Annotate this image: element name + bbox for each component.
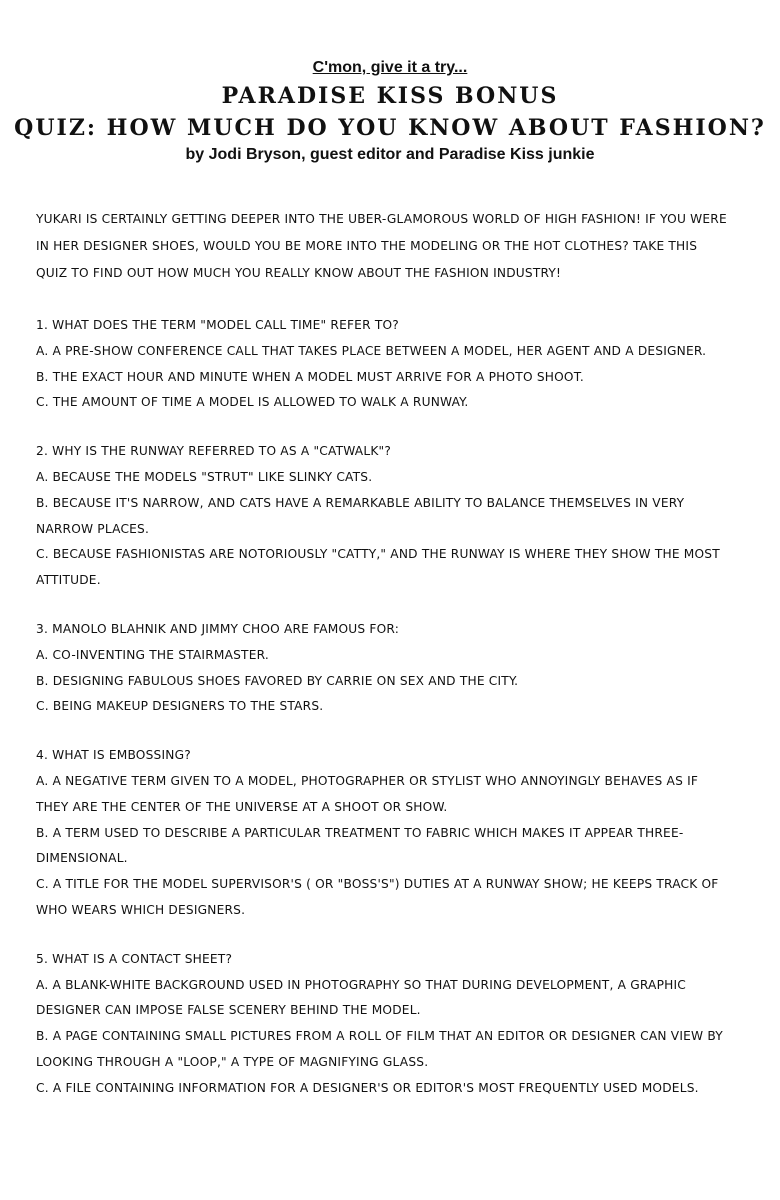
- answer-b: B. A TERM USED TO DESCRIBE A PARTICULAR TREATMENT TO FABRIC WHICH MAKES IT APPEAR THREE-DIMENSIONAL.: [36, 825, 684, 866]
- question-text: 4. WHAT IS EMBOSSING?: [36, 748, 191, 763]
- header: [0, 0, 780, 166]
- answer-b: B. DESIGNING FABULOUS SHOES FAVORED BY CARRIE ON SEX AND THE CITY.: [36, 673, 519, 688]
- title-line-2: QUIZ: HOW MUCH DO YOU KNOW ABOUT FASHION?: [14, 115, 766, 141]
- question-3: [36, 617, 730, 720]
- question-text: 1. WHAT DOES THE TERM "MODEL CALL TIME" REFER TO?: [36, 318, 399, 332]
- byline: by Jodi Bryson, guest editor and Paradise Kiss junkie: [185, 146, 595, 163]
- title-line-1: PARADISE KISS BONUS: [221, 83, 559, 109]
- answer-c: C. BEING MAKEUP DESIGNERS TO THE STARS.: [36, 699, 324, 714]
- question-4: [36, 743, 730, 924]
- answer-c: C. THE AMOUNT OF TIME A MODEL IS ALLOWED TO WALK A RUNWAY.: [36, 395, 469, 410]
- answer-a: A. A PRE-SHOW CONFERENCE CALL THAT TAKES PLACE BETWEEN A MODEL, HER AGENT AND A DESIGNER.: [36, 343, 707, 358]
- kicker: C'mon, give it a try...: [312, 59, 468, 76]
- answer-a: A. BECAUSE THE MODELS "STRUT" LIKE SLINKY CATS.: [36, 469, 373, 484]
- answer-c: C. BECAUSE FASHIONISTAS ARE NOTORIOUSLY "CATTY," AND THE RUNWAY IS WHERE THEY SHOW THE MOST ATTITUDE.: [36, 547, 720, 588]
- intro-paragraph: YUKARI IS CERTAINLY GETTING DEEPER INTO THE UBER-GLAMOROUS WORLD OF HIGH FASHION! IF YOU WERE IN HER DESIGNER SHOES, WOULD YOU BE MORE INTO THE MODELING OR THE HOT CLOTHES? TAKE THIS QUIZ TO FIND OUT HOW MUCH YOU REALLY KNOW ABOUT THE FASHION INDUSTRY!: [36, 212, 727, 280]
- question-5: [36, 947, 730, 1102]
- question-text: 5. WHAT IS A CONTACT SHEET?: [36, 951, 233, 966]
- answer-c: C. A FILE CONTAINING INFORMATION FOR A DESIGNER'S OR EDITOR'S MOST FREQUENTLY USED MODELS.: [36, 1080, 699, 1095]
- question-text: 3. MANOLO BLAHNIK AND JIMMY CHOO ARE FAMOUS FOR:: [36, 621, 400, 636]
- answer-a: A. A NEGATIVE TERM GIVEN TO A MODEL, PHOTOGRAPHER OR STYLIST WHO ANNOYINGLY BEHAVES AS IF THEY ARE THE CENTER OF THE UNIVERSE AT A SHOOT OR SHOW.: [36, 773, 699, 814]
- quiz-body: [36, 206, 730, 1125]
- answer-a: A. A BLANK-WHITE BACKGROUND USED IN PHOTOGRAPHY SO THAT DURING DEVELOPMENT, A GRAPHIC DESIGNER CAN IMPOSE FALSE SCENERY BEHIND THE MODEL.: [36, 977, 686, 1018]
- question-2: [36, 439, 730, 594]
- answer-b: B. THE EXACT HOUR AND MINUTE WHEN A MODEL MUST ARRIVE FOR A PHOTO SHOOT.: [36, 369, 584, 384]
- answer-b: B. A PAGE CONTAINING SMALL PICTURES FROM A ROLL OF FILM THAT AN EDITOR OR DESIGNER CAN VIEW BY LOOKING THROUGH A "LOOP," A TYPE OF MAGNIFYING GLASS.: [36, 1029, 723, 1069]
- question-text: 2. WHY IS THE RUNWAY REFERRED TO AS A "CATWALK"?: [36, 444, 391, 459]
- answer-c: C. A TITLE FOR THE MODEL SUPERVISOR'S ( OR "BOSS'S") DUTIES AT A RUNWAY SHOW; HE KEEPS TRACK OF WHO WEARS WHICH DESIGNERS.: [36, 877, 719, 917]
- answer-a: A. CO-INVENTING THE STAIRMASTER.: [36, 647, 269, 662]
- question-1: [36, 313, 730, 416]
- answer-b: B. BECAUSE IT'S NARROW, AND CATS HAVE A REMARKABLE ABILITY TO BALANCE THEMSELVES IN VERY NARROW PLACES.: [36, 495, 685, 536]
